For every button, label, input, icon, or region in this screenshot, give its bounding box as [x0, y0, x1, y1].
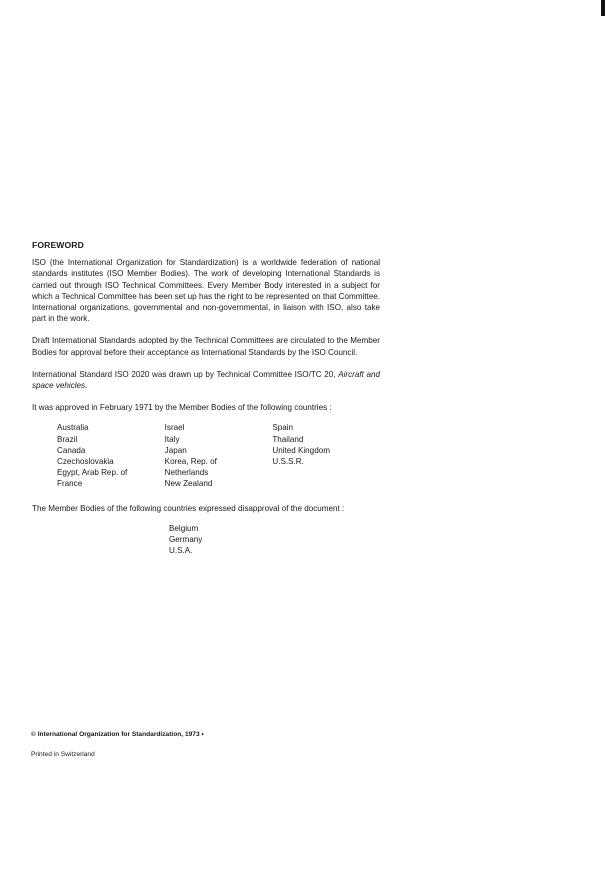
foreword-paragraph-drafts: Draft International Standards adopted by the Technical Committees are circulated to the Member Bodies for approval before their acceptance as International Standards by the ISO Council. — [32, 336, 380, 357]
foreword-paragraph-approval: It was approved in February 1971 by the Member Bodies of the following countries : — [32, 403, 332, 413]
printed-location: Printed in Switzerland — [31, 751, 95, 758]
country-item: Egypt, Arab Rep. of — [57, 468, 128, 478]
country-item: Spain — [272, 423, 294, 433]
foreword-paragraph-iso: ISO (the International Organization for Standardization) is a worldwide federation of national standards institutes (ISO Member Bodies). The work of developing International Standards is carried out through ISO Technical Committees. Every Member Body interested in a subject for which a Technical Committee has been set up has the right to be represented on that Committee. International organizations, governmental and non-governmental, in liaison with ISO, also take part in the work. — [32, 258, 380, 324]
country-item: Israel — [164, 423, 185, 433]
country-column-2 — [165, 422, 273, 489]
country-item: France — [57, 479, 83, 489]
country-item: U.S.S.R. — [272, 457, 304, 467]
country-item: Belgium — [169, 523, 199, 533]
country-item: Australia — [57, 423, 89, 433]
copyright-notice: © International Organization for Standardization, 1973 • — [31, 731, 204, 738]
disapproving-countries-list — [169, 523, 380, 557]
foreword-section — [32, 240, 380, 556]
country-item: Japan — [164, 445, 187, 455]
foreword-paragraph-committee — [32, 369, 380, 391]
foreword-paragraph-disapproval: The Member Bodies of the following countries expressed disapproval of the document : — [32, 503, 345, 513]
committee-text: International Standard ISO 2020 was drawn up by Technical Committee ISO/TC 20, — [32, 369, 336, 379]
country-item: Netherlands — [164, 468, 209, 478]
country-column-1 — [57, 422, 165, 489]
country-item: Korea, Rep. of — [164, 457, 217, 467]
country-column-3 — [272, 422, 380, 489]
country-item: Thailand — [272, 434, 304, 444]
committee-title: Aircraft and space vehicles. — [32, 369, 381, 391]
country-item: New Zealand — [164, 479, 213, 489]
country-item: Canada — [57, 445, 86, 455]
country-item: United Kingdom — [272, 445, 330, 455]
country-item: U.S.A. — [169, 546, 193, 556]
country-item: Italy — [164, 434, 180, 444]
country-item: Czechoslovakia — [57, 457, 114, 467]
country-item: Brazil — [57, 434, 78, 444]
country-item: Germany — [169, 535, 203, 545]
approving-countries-list — [57, 422, 380, 489]
foreword-heading: FOREWORD — [32, 240, 84, 250]
page-edge-mark — [601, 0, 605, 16]
